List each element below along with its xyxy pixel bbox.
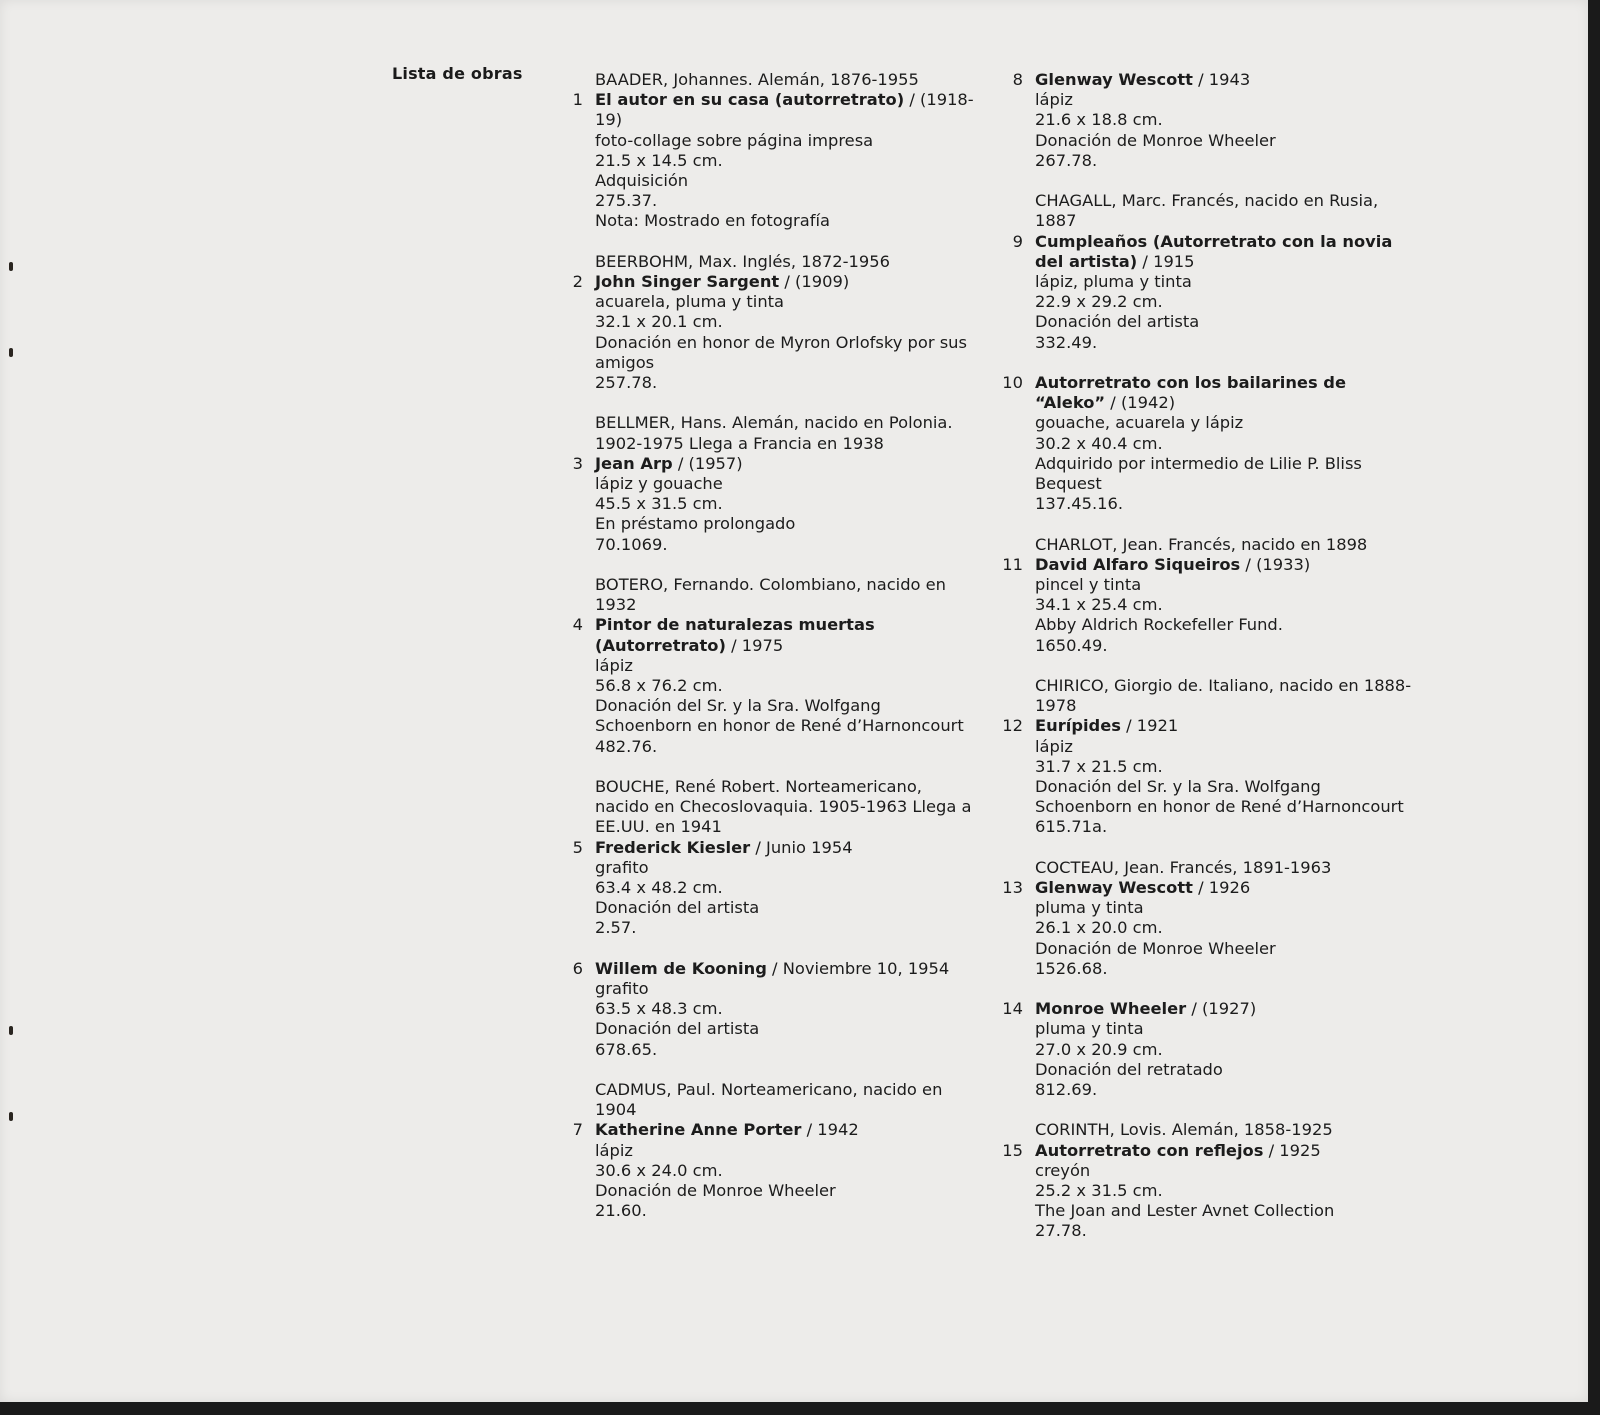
artwork-detail: lápiz xyxy=(1035,90,1073,110)
artwork-title: Cumpleaños (Autorretrato con la novia del artista) xyxy=(1035,231,1393,271)
artwork-entry xyxy=(572,1120,975,1221)
artwork-detail: The Joan and Lester Avnet Collection xyxy=(1035,1201,1335,1221)
artwork-detail: Donación del artista xyxy=(595,898,760,918)
artwork-detail: 275.37. xyxy=(595,191,658,211)
artwork-date: / (1918-19) xyxy=(595,90,974,130)
artwork-detail: 70.1069. xyxy=(595,534,668,554)
artwork-detail: 257.78. xyxy=(595,373,658,393)
artwork-title-line xyxy=(1035,999,1415,1019)
artwork-detail: 267.78. xyxy=(1035,150,1098,170)
artwork-detail: 137.45.16. xyxy=(1035,494,1124,514)
artwork-number: 8 xyxy=(1012,70,1023,89)
artwork-title-line xyxy=(595,272,975,292)
artwork-number: 3 xyxy=(572,453,583,473)
artwork-title-line xyxy=(1035,878,1415,898)
artwork-title: Glenway Wescott xyxy=(1035,878,1193,898)
artwork-number: 4 xyxy=(572,615,583,635)
artwork-detail: 32.1 x 20.1 cm. xyxy=(595,312,723,332)
artwork-title: Monroe Wheeler xyxy=(1035,999,1187,1019)
artwork-detail: 332.49. xyxy=(1035,332,1098,352)
artwork-detail: grafito xyxy=(595,857,649,877)
artwork-detail: lápiz xyxy=(1035,736,1073,756)
artwork-title-line xyxy=(1035,373,1415,413)
artist-entry xyxy=(572,1080,975,1221)
artist-header: BAADER, Johannes. Alemán, 1876-1955 xyxy=(595,70,919,89)
artwork-title-line xyxy=(595,838,975,858)
artwork-detail: 678.65. xyxy=(595,1039,658,1059)
artwork-detail: 26.1 x 20.0 cm. xyxy=(1035,918,1163,938)
artwork-title-line xyxy=(1035,1141,1415,1161)
artwork-entry xyxy=(1002,999,1415,1100)
artist-entry xyxy=(1002,676,1415,838)
artwork-entry xyxy=(572,453,975,555)
artwork-title-line xyxy=(1035,716,1415,736)
artwork-date: / 1975 xyxy=(731,635,784,655)
artwork-title-line xyxy=(1035,70,1415,90)
artwork-title: Frederick Kiesler xyxy=(595,837,751,857)
artwork-title: Pintor de naturalezas muertas (Autorretrato) xyxy=(595,615,875,655)
artist-entry xyxy=(572,413,975,554)
artwork-title-line xyxy=(1035,232,1415,272)
artist-header: BEERBOHM, Max. Inglés, 1872-1956 xyxy=(595,251,890,271)
artwork-date: / 1925 xyxy=(1268,1140,1321,1160)
artwork-date: / (1909) xyxy=(784,272,850,292)
artwork-title-line xyxy=(595,1120,975,1140)
artwork-number: 14 xyxy=(1002,999,1023,1019)
artwork-entry xyxy=(572,272,975,393)
artwork-number: 15 xyxy=(1002,1140,1023,1160)
artist-entry xyxy=(572,575,975,757)
artist-header: BOTERO, Fernando. Colombiano, nacido en 1932 xyxy=(595,575,946,615)
artwork-detail: grafito xyxy=(595,979,649,999)
artwork-detail: 27.78. xyxy=(1035,1221,1087,1241)
artwork-entry xyxy=(572,90,975,231)
artwork-entry xyxy=(1002,1140,1415,1242)
artwork-date: / 1942 xyxy=(806,1120,859,1140)
artwork-number: 5 xyxy=(572,837,583,857)
artwork-title: David Alfaro Siqueiros xyxy=(1035,554,1241,574)
artwork-title-line xyxy=(595,959,975,979)
artist-entry xyxy=(1002,534,1415,656)
artist-header: CHARLOT, Jean. Francés, nacido en 1898 xyxy=(1035,534,1368,554)
artwork-detail: 34.1 x 25.4 cm. xyxy=(1035,595,1163,615)
artwork-entry xyxy=(572,958,975,1060)
artwork-title-line xyxy=(595,615,975,655)
artist-entry xyxy=(572,251,975,393)
artwork-detail: gouache, acuarela y lápiz xyxy=(1035,413,1244,433)
binding-hole-mark xyxy=(9,1112,13,1121)
artwork-detail: 63.5 x 48.3 cm. xyxy=(595,999,723,1019)
artist-entry xyxy=(1002,1120,1415,1241)
artwork-number: 2 xyxy=(572,272,583,292)
artwork-detail: Donación de Monroe Wheeler xyxy=(1035,938,1276,958)
artwork-entry xyxy=(1002,716,1415,837)
artist-entry xyxy=(572,70,975,232)
artwork-detail: Donación del artista xyxy=(595,1019,760,1039)
artwork-entry xyxy=(572,837,975,939)
works-column-left xyxy=(572,70,975,1242)
artwork-detail: Donación del Sr. y la Sra. Wolfgang Schoenborn en honor de René d’Harnoncourt xyxy=(595,696,964,736)
artwork-detail: Adquisición xyxy=(595,171,689,191)
artwork-date: / (1957) xyxy=(677,453,743,473)
artwork-detail: lápiz xyxy=(595,655,633,675)
artwork-entry xyxy=(1002,373,1415,514)
artwork-detail: 21.6 x 18.8 cm. xyxy=(1035,110,1163,130)
artwork-number: 12 xyxy=(1002,716,1023,736)
artwork-detail: 63.4 x 48.2 cm. xyxy=(595,878,723,898)
artwork-number: 11 xyxy=(1002,554,1023,574)
artwork-title: Katherine Anne Porter xyxy=(595,1120,802,1140)
artwork-detail: 482.76. xyxy=(595,736,658,756)
artist-entry xyxy=(1012,70,1415,171)
works-column-right xyxy=(1002,70,1415,1262)
artist-entry xyxy=(1002,857,1415,1100)
artwork-title: Autorretrato con reflejos xyxy=(1035,1140,1264,1160)
section-title: Lista de obras xyxy=(392,64,523,83)
artwork-detail: 31.7 x 21.5 cm. xyxy=(1035,756,1163,776)
artwork-detail: Adquirido por intermedio de Lilie P. Bliss Bequest xyxy=(1035,453,1362,494)
artwork-entry xyxy=(1002,878,1415,979)
artwork-detail: creyón xyxy=(1035,1160,1091,1180)
artwork-detail: Donación del Sr. y la Sra. Wolfgang Schoenborn en honor de René d’Harnoncourt xyxy=(1035,777,1404,817)
artwork-detail: 812.69. xyxy=(1035,1080,1098,1100)
artwork-detail: 1526.68. xyxy=(1035,958,1108,978)
artwork-detail: lápiz, pluma y tinta xyxy=(1035,272,1192,292)
artist-header: BOUCHE, René Robert. Norteamericano, nacido en Checoslovaquia. 1905-1963 Llega a EE.UU. en 1941 xyxy=(595,777,972,837)
artwork-date: / 1926 xyxy=(1198,878,1251,898)
artwork-detail: Donación del artista xyxy=(1035,312,1200,332)
artwork-number: 9 xyxy=(1012,231,1023,251)
artwork-entry xyxy=(1012,70,1415,171)
artwork-date: / (1933) xyxy=(1245,554,1311,574)
artwork-number: 7 xyxy=(572,1120,583,1140)
artwork-detail: 1650.49. xyxy=(1035,635,1108,655)
artwork-entry xyxy=(1012,231,1415,353)
artwork-detail: En préstamo prolongado xyxy=(595,514,796,534)
artwork-date: / 1915 xyxy=(1142,251,1195,271)
artwork-detail: 21.5 x 14.5 cm. xyxy=(595,150,723,170)
artwork-entry xyxy=(572,615,975,756)
artwork-detail: 27.0 x 20.9 cm. xyxy=(1035,1039,1163,1059)
binding-hole-mark xyxy=(9,348,13,357)
artwork-detail: Donación de Monroe Wheeler xyxy=(1035,130,1276,150)
artwork-detail: 22.9 x 29.2 cm. xyxy=(1035,292,1163,312)
artist-header: CHAGALL, Marc. Francés, nacido en Rusia, 1887 xyxy=(1035,191,1379,231)
artist-entry xyxy=(572,777,975,1060)
artwork-title: Autorretrato con los bailarines de “Aleko” xyxy=(1035,373,1347,413)
artwork-detail: 30.2 x 40.4 cm. xyxy=(1035,433,1163,453)
artwork-detail: 30.6 x 24.0 cm. xyxy=(595,1160,723,1180)
artwork-title-line xyxy=(595,454,975,474)
artwork-title: John Singer Sargent xyxy=(595,272,780,292)
artwork-detail: Donación en honor de Myron Orlofsky por sus amigos xyxy=(595,332,967,372)
artwork-date: / (1942) xyxy=(1110,393,1176,413)
artist-header: BELLMER, Hans. Alemán, nacido en Polonia. 1902-1975 Llega a Francia en 1938 xyxy=(595,413,953,453)
artwork-title: Jean Arp xyxy=(595,453,673,473)
binding-hole-mark xyxy=(9,1026,13,1035)
artwork-number: 1 xyxy=(572,90,583,110)
artwork-detail: 56.8 x 76.2 cm. xyxy=(595,676,723,696)
artwork-number: 6 xyxy=(572,958,583,978)
artwork-date: / 1921 xyxy=(1126,716,1179,736)
artwork-detail: acuarela, pluma y tinta xyxy=(595,292,785,312)
binding-hole-mark xyxy=(9,262,13,271)
artwork-detail: 21.60. xyxy=(595,1201,647,1221)
artist-header: COCTEAU, Jean. Francés, 1891-1963 xyxy=(1035,857,1332,877)
artwork-date: / (1927) xyxy=(1191,999,1257,1019)
artwork-detail: lápiz y gouache xyxy=(595,474,723,494)
artwork-detail: pincel y tinta xyxy=(1035,575,1142,595)
artwork-detail: Donación del retratado xyxy=(1035,1059,1223,1079)
artwork-detail: 45.5 x 31.5 cm. xyxy=(595,494,723,514)
artwork-detail: foto-collage sobre página impresa xyxy=(595,130,874,150)
artwork-detail: pluma y tinta xyxy=(1035,898,1144,918)
artwork-title-line xyxy=(595,90,975,130)
artist-header: CORINTH, Lovis. Alemán, 1858-1925 xyxy=(1035,1120,1333,1140)
artwork-detail: lápiz xyxy=(595,1140,633,1160)
artwork-title: El autor en su casa (autorretrato) xyxy=(595,90,905,110)
artwork-detail: 2.57. xyxy=(595,918,637,938)
artist-header: CHIRICO, Giorgio de. Italiano, nacido en 1888-1978 xyxy=(1035,676,1412,716)
artwork-date: / Noviembre 10, 1954 xyxy=(772,958,950,978)
artwork-detail: Donación de Monroe Wheeler xyxy=(595,1181,836,1201)
artwork-detail: 25.2 x 31.5 cm. xyxy=(1035,1181,1163,1201)
artwork-detail: pluma y tinta xyxy=(1035,1019,1144,1039)
artist-entry xyxy=(1002,191,1415,514)
artwork-detail: 615.71a. xyxy=(1035,817,1108,837)
artwork-title: Glenway Wescott xyxy=(1035,70,1193,89)
artwork-detail: Nota: Mostrado en fotografía xyxy=(595,211,830,231)
artwork-title: Eurípides xyxy=(1035,716,1121,736)
artwork-date: / 1943 xyxy=(1198,70,1251,89)
artwork-detail: Abby Aldrich Rockefeller Fund. xyxy=(1035,615,1283,635)
artist-header: CADMUS, Paul. Norteamericano, nacido en 1904 xyxy=(595,1080,943,1120)
artwork-title: Willem de Kooning xyxy=(595,958,767,978)
artwork-number: 10 xyxy=(1002,373,1023,393)
artwork-date: / Junio 1954 xyxy=(755,837,853,857)
artwork-entry xyxy=(1002,554,1415,656)
artwork-number: 13 xyxy=(1002,878,1023,898)
artwork-title-line xyxy=(1035,555,1415,575)
